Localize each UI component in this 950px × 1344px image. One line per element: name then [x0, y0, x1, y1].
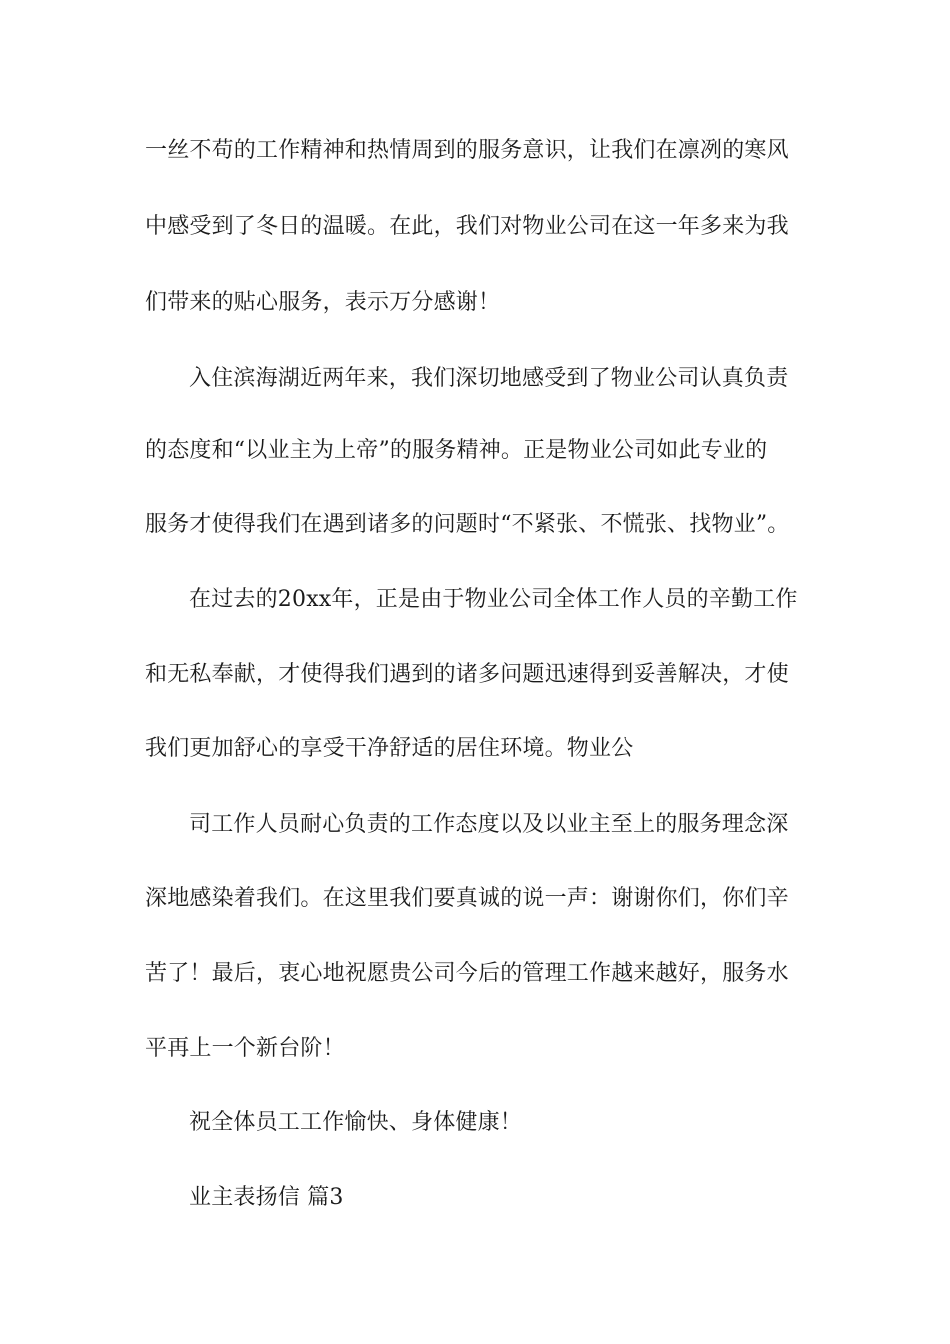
text-line: 的态度和“以业主为上帝”的服务精神。正是物业公司如此专业的	[145, 438, 768, 463]
text-line: 平再上一个新台阶！	[145, 1036, 345, 1061]
text-line: 服务才使得我们在遇到诸多的问题时“不紧张、不慌张、找物业”。	[145, 512, 790, 537]
section-heading: 业主表扬信 篇3	[189, 1185, 344, 1210]
closing-wish: 祝全体员工工作愉快、身体健康！	[189, 1110, 523, 1135]
paragraph-first-line: 入住滨海湖近两年来，我们深切地感受到了物业公司认真负责	[189, 366, 789, 391]
text-line: 深地感染着我们。在这里我们要真诚的说一声：谢谢你们，你们辛	[145, 886, 789, 911]
text-line: 和无私奉献，才使得我们遇到的诸多问题迅速得到妥善解决，才使	[145, 662, 789, 687]
text-line: 苦了！最后，衷心地祝愿贵公司今后的管理工作越来越好，服务水	[145, 961, 789, 986]
text-line: 中感受到了冬日的温暖。在此，我们对物业公司在这一年多来为我	[145, 214, 789, 239]
text-line: 一丝不苟的工作精神和热情周到的服务意识，让我们在凛冽的寒风	[145, 138, 789, 163]
text-line: 们带来的贴心服务，表示万分感谢！	[145, 290, 501, 315]
paragraph-first-line: 司工作人员耐心负责的工作态度以及以业主至上的服务理念深	[189, 812, 789, 837]
text-line: 我们更加舒心的享受干净舒适的居住环境。物业公	[145, 736, 634, 761]
paragraph-first-line: 在过去的20xx年，正是由于物业公司全体工作人员的辛勤工作	[189, 587, 798, 612]
